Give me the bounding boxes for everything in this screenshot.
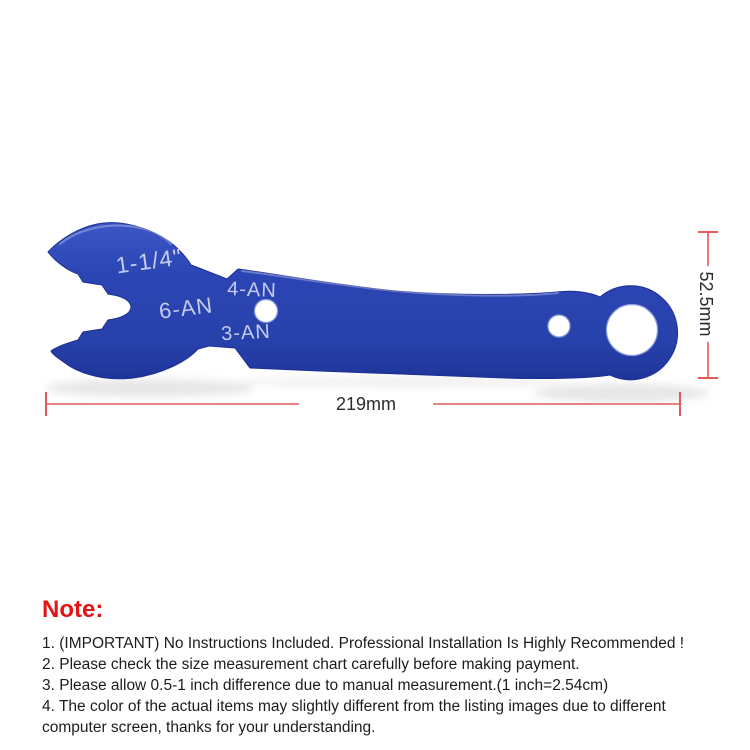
- notes-section: [42, 596, 734, 738]
- note-item-4: 4. The color of the actual items may slightly different from the listing images due to different computer screen, thanks for your understanding.: [42, 698, 666, 736]
- note-item-3: 3. Please allow 0.5-1 inch difference due to manual measurement.(1 inch=2.54cm): [42, 677, 609, 694]
- wrench-size-label-6an: 6-AN: [157, 292, 215, 324]
- wrench-size-label-1-1-4: 1-1/4": [114, 243, 184, 279]
- wrench-body: [48, 223, 678, 380]
- wrench-size-label-4an: 4-AN: [226, 278, 278, 302]
- height-dimension-label: 52.5mm: [696, 271, 716, 337]
- note-item-2: 2. Please check the size measurement chart carefully before making payment.: [42, 656, 580, 673]
- length-dimension-label: 219mm: [335, 394, 397, 414]
- notes-title: Note:: [42, 596, 104, 623]
- wrench-size-label-3an: 3-AN: [220, 320, 272, 346]
- note-item-1: 1. (IMPORTANT) No Instructions Included. Professional Installation Is Highly Recommended !: [42, 635, 685, 652]
